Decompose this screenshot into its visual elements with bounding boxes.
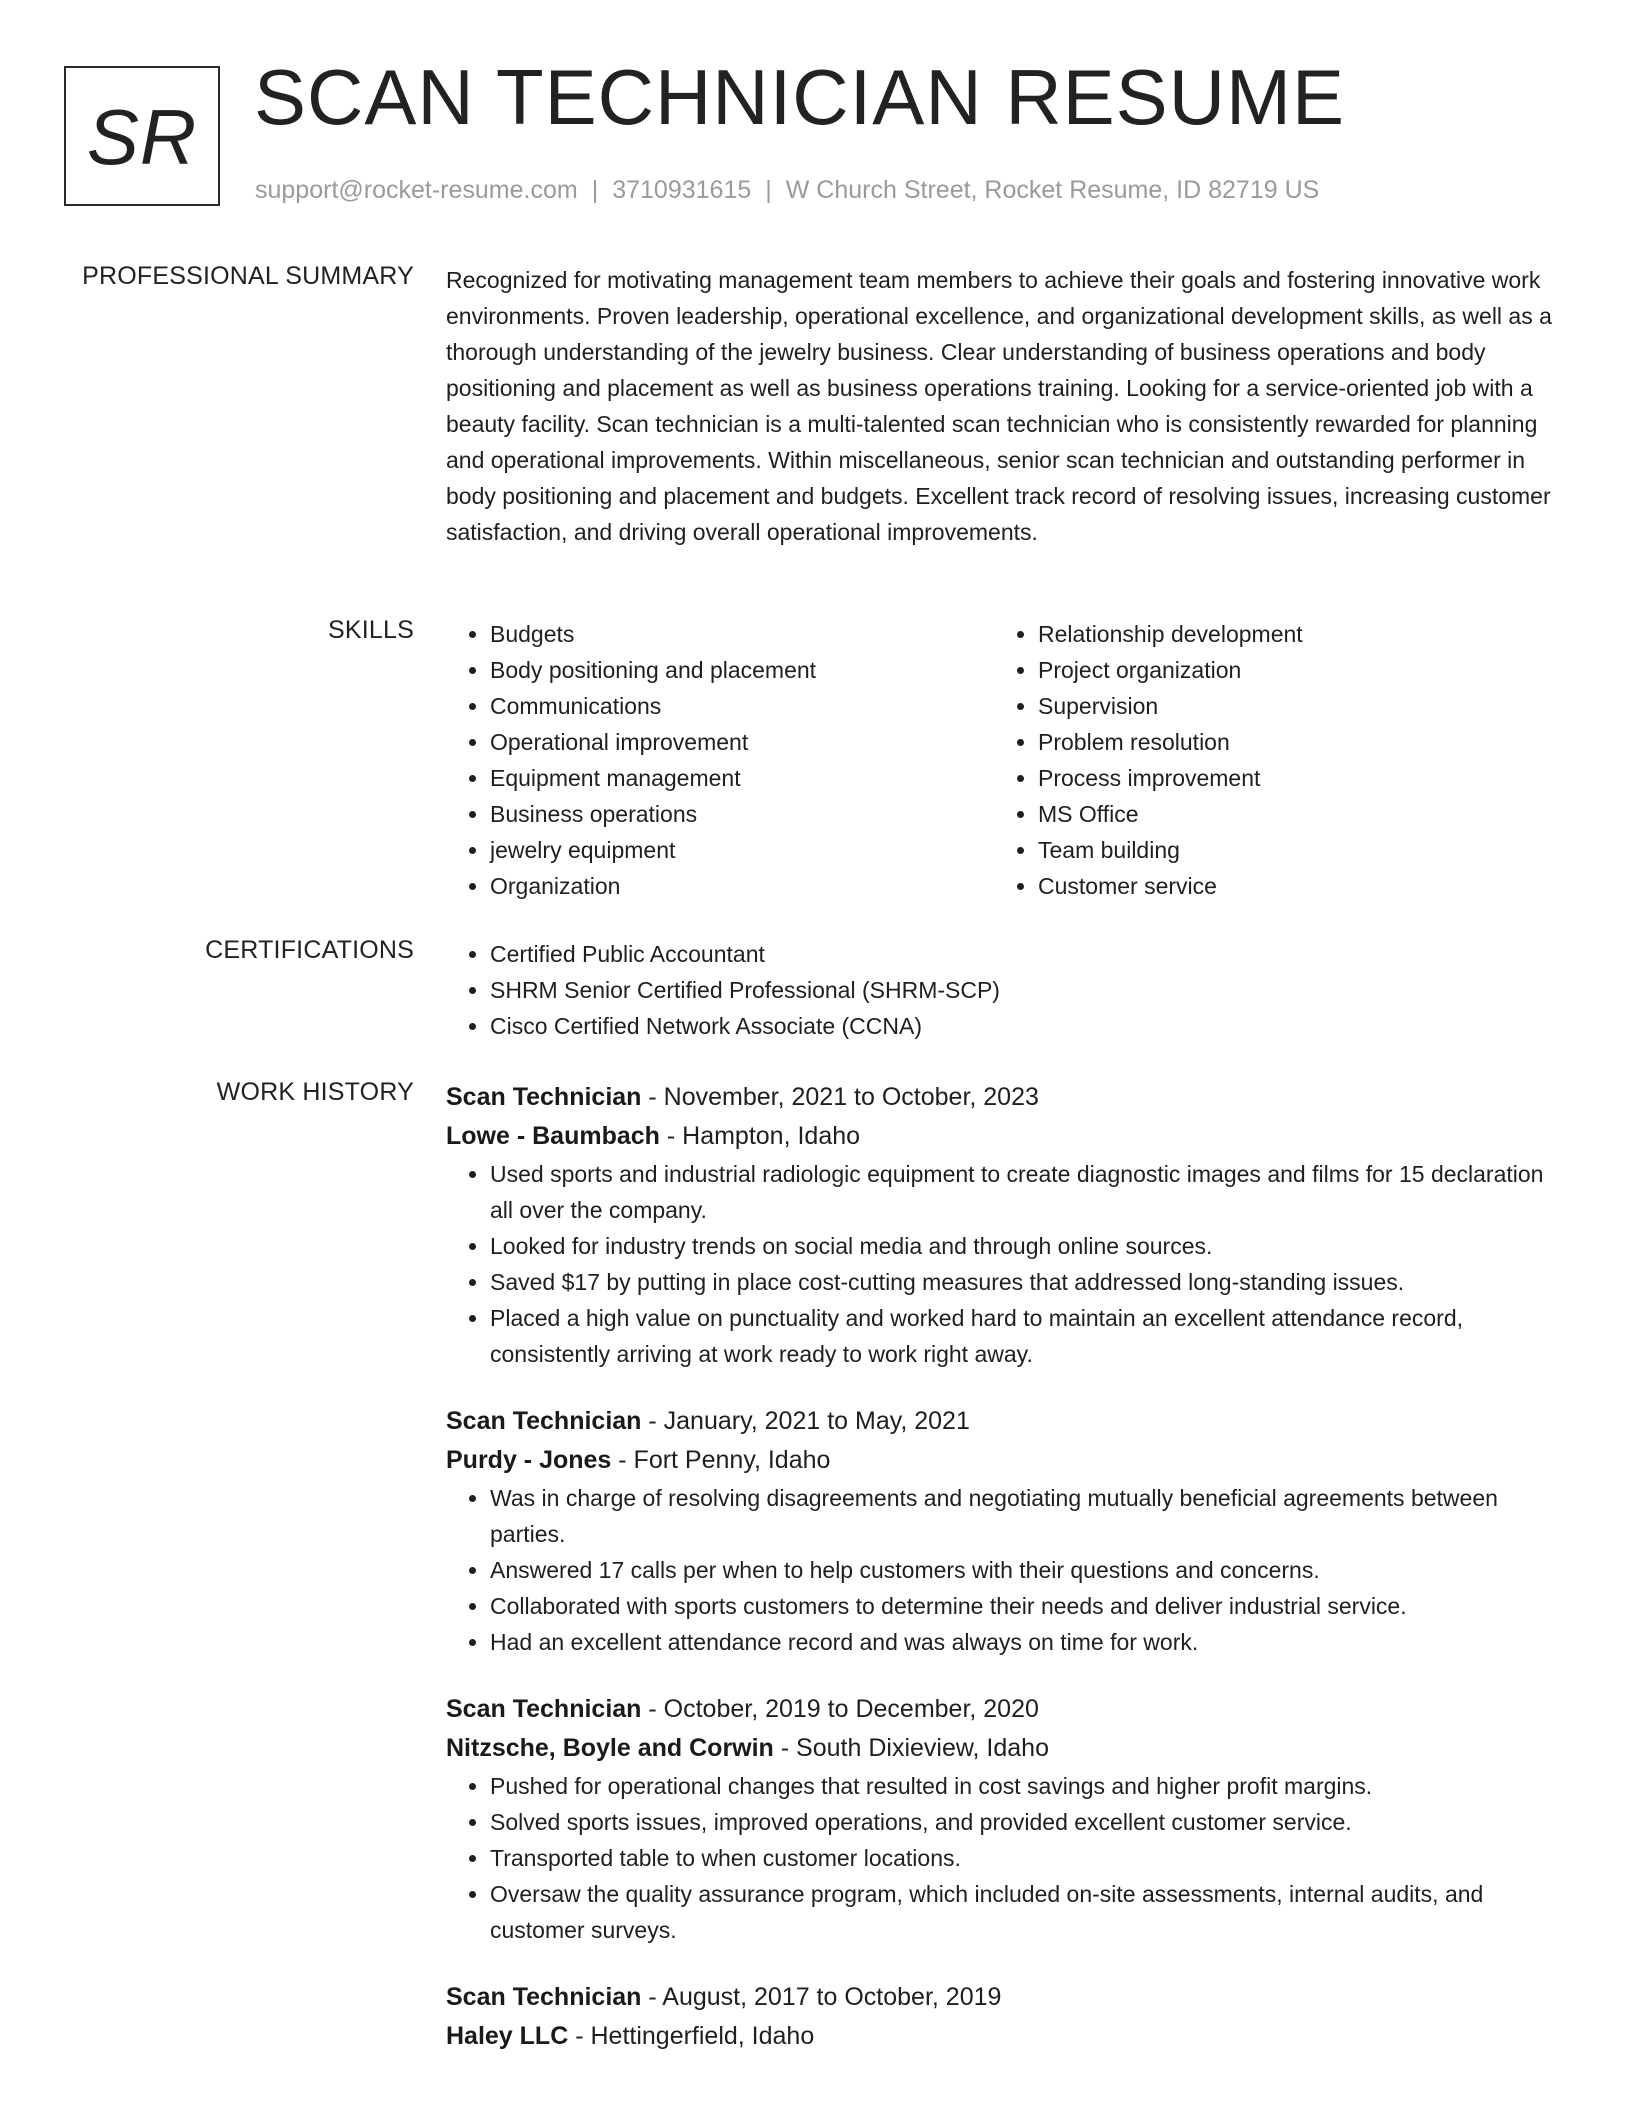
section-label-summary: PROFESSIONAL SUMMARY xyxy=(82,262,414,290)
job-company: Haley LLC xyxy=(446,2022,569,2050)
job-bullet: • Saved $17 by putting in place cost-cutting measures that addressed long-standing issues. xyxy=(490,1264,1566,1300)
skill-item: • MS Office xyxy=(1038,796,1542,832)
skill-item: • Process improvement xyxy=(1038,760,1542,796)
skill-item: • Customer service xyxy=(1038,868,1542,904)
certification-item: • Certified Public Accountant xyxy=(490,936,1566,972)
contact-address: W Church Street, Rocket Resume, ID 82719 US xyxy=(785,176,1320,204)
job-dates: - August, 2017 to October, 2019 xyxy=(641,1983,1002,2011)
contact-separator: | xyxy=(591,176,599,204)
job-dates: - October, 2019 to December, 2020 xyxy=(641,1695,1039,1723)
job-title-line xyxy=(446,1978,1566,2016)
section-label-skills: SKILLS xyxy=(328,616,414,644)
skills-list-left xyxy=(446,616,994,904)
job-company: Purdy - Jones xyxy=(446,1446,612,1474)
skill-item: • Problem resolution xyxy=(1038,724,1542,760)
job-dates: - January, 2021 to May, 2021 xyxy=(641,1407,970,1435)
job-company-line xyxy=(446,1728,1566,1768)
job-bullet: • Placed a high value on punctuality and worked hard to maintain an excellent attendance record, consistently arriving at work ready to work right away. xyxy=(490,1300,1566,1372)
job-company-line xyxy=(446,1116,1566,1156)
job-entry xyxy=(446,1978,1566,2056)
certification-item: • SHRM Senior Certified Professional (SHRM-SCP) xyxy=(490,972,1566,1008)
skill-item: • Body positioning and placement xyxy=(490,652,994,688)
job-bullet: • Pushed for operational changes that resulted in cost savings and higher profit margins. xyxy=(490,1768,1566,1804)
job-location: - Hettingerfield, Idaho xyxy=(568,2022,815,2050)
monogram-initials: SR xyxy=(86,92,198,181)
skill-item: • Business operations xyxy=(490,796,994,832)
job-bullet: • Had an excellent attendance record and was always on time for work. xyxy=(490,1624,1566,1660)
job-entry xyxy=(446,1402,1566,1660)
job-bullet-list xyxy=(446,1768,1566,1948)
skill-item: • Project organization xyxy=(1038,652,1542,688)
job-company: Nitzsche, Boyle and Corwin xyxy=(446,1734,774,1762)
summary-body xyxy=(446,262,1566,550)
job-bullet: • Collaborated with sports customers to determine their needs and deliver industrial service. xyxy=(490,1588,1566,1624)
job-title-line xyxy=(446,1078,1566,1116)
monogram-box xyxy=(64,66,220,206)
job-company-line xyxy=(446,2016,1566,2056)
job-bullet: • Solved sports issues, improved operations, and provided excellent customer service. xyxy=(490,1804,1566,1840)
job-title-line xyxy=(446,1690,1566,1728)
job-title: Scan Technician xyxy=(446,1695,642,1723)
job-title: Scan Technician xyxy=(446,1083,642,1111)
skill-item: • Relationship development xyxy=(1038,616,1542,652)
resume-title: SCAN TECHNICIAN RESUME xyxy=(254,53,1346,141)
contact-email: support@rocket-resume.com xyxy=(255,176,578,204)
skill-item: • Communications xyxy=(490,688,994,724)
skill-item: • Equipment management xyxy=(490,760,994,796)
job-bullet: • Used sports and industrial radiologic equipment to create diagnostic images and films for 15 declaration all over the company. xyxy=(490,1156,1566,1228)
job-bullet-list xyxy=(446,1480,1566,1660)
job-title-line xyxy=(446,1402,1566,1440)
job-bullet: • Looked for industry trends on social media and through online sources. xyxy=(490,1228,1566,1264)
certifications-list xyxy=(446,936,1566,1044)
job-location: - South Dixieview, Idaho xyxy=(773,1734,1049,1762)
section-label-work-history: WORK HISTORY xyxy=(216,1078,414,1106)
section-label-certifications: CERTIFICATIONS xyxy=(205,936,414,964)
job-company: Lowe - Baumbach xyxy=(446,1122,660,1150)
job-entry xyxy=(446,1078,1566,1372)
skills-body xyxy=(446,616,1566,904)
skills-columns xyxy=(446,616,1566,904)
certifications-body xyxy=(446,936,1566,1044)
job-dates: - November, 2021 to October, 2023 xyxy=(641,1083,1039,1111)
contact-line xyxy=(255,176,1319,205)
summary-text: Recognized for motivating management team members to achieve their goals and fostering innovative work environments. Proven leadership, operational excellence, and organizational development skills, as well as a thorough understanding of the jewelry business. Clear understanding of business operations and body positioning and placement as well as business operations training. Looking for a service-oriented job with a beauty facility. Scan technician is a multi-talented scan technician who is consistently rewarded for planning and operational improvements. Within miscellaneous, senior scan technician and outstanding performer in body positioning and placement and budgets. Excellent track record of resolving issues, increasing customer satisfaction, and driving overall operational improvements. xyxy=(446,267,1552,545)
job-bullet: • Answered 17 calls per when to help customers with their questions and concerns. xyxy=(490,1552,1566,1588)
job-company-line xyxy=(446,1440,1566,1480)
skill-item: • Operational improvement xyxy=(490,724,994,760)
job-entry xyxy=(446,1690,1566,1948)
skill-item: • Team building xyxy=(1038,832,1542,868)
skills-column-left xyxy=(446,616,994,904)
skill-item: • Organization xyxy=(490,868,994,904)
job-location: - Hampton, Idaho xyxy=(659,1122,861,1150)
contact-phone: 3710931615 xyxy=(612,176,752,204)
contact-separator: | xyxy=(765,176,772,204)
work-history-body xyxy=(446,1078,1566,2086)
job-location: - Fort Penny, Idaho xyxy=(611,1446,831,1474)
skill-item: • Budgets xyxy=(490,616,994,652)
job-bullet: • Was in charge of resolving disagreements and negotiating mutually beneficial agreements between parties. xyxy=(490,1480,1566,1552)
skill-item: • jewelry equipment xyxy=(490,832,994,868)
skills-column-right xyxy=(994,616,1542,904)
job-title: Scan Technician xyxy=(446,1983,642,2011)
job-bullet-list xyxy=(446,1156,1566,1372)
job-bullet: • Oversaw the quality assurance program, which included on-site assessments, internal audits, and customer surveys. xyxy=(490,1876,1566,1948)
skills-list-right xyxy=(994,616,1542,904)
certification-item: • Cisco Certified Network Associate (CCNA) xyxy=(490,1008,1566,1044)
job-title: Scan Technician xyxy=(446,1407,642,1435)
skill-item: • Supervision xyxy=(1038,688,1542,724)
job-bullet: • Transported table to when customer locations. xyxy=(490,1840,1566,1876)
